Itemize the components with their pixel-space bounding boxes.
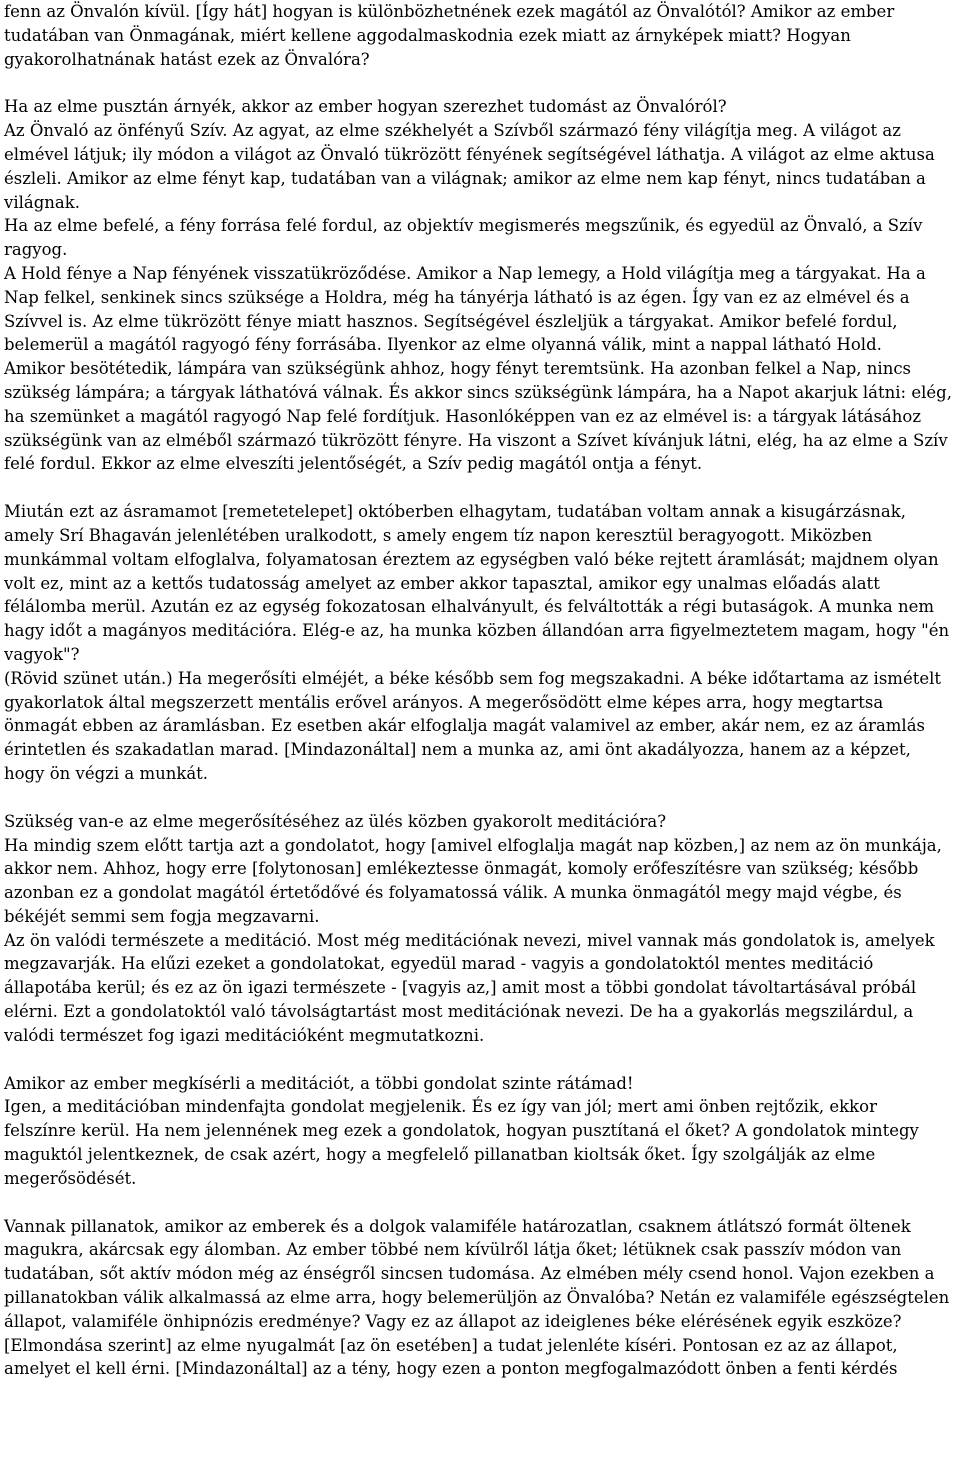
text-line: Az Önvaló az önfényű Szív. Az agyat, az elme székhelyét a Szívből származó fény világítja meg. A világot az elmével látjuk; ily módon a világot az Önvaló tükrözött fényének segítségével láthatja. A világot az elme aktusa észleli. Amikor az elme fényt kap, tudatában van a világnak; amikor az elme nem kap fényt, nincs tudatában a világnak. bbox=[4, 121, 935, 212]
paragraph-question bbox=[4, 1072, 954, 1096]
text-line: Amikor az ember megkísérli a meditációt, a többi gondolat szinte rátámad! bbox=[4, 1073, 634, 1093]
text-line: Miután ezt az ásramamot [remetetelepet] októberben elhagytam, tudatában voltam annak a kisugárzásnak, amely Srí Bhagaván jelenlétében uralkodott, s amely engem tíz napon keresztül beragyogott. Miközben munkámmal voltam elfoglalva, folyamatosan éreztem az egységben való béke rejtett áramlását; majdnem olyan volt ez, mint az a kettős tudatosság amelyet az ember akkor tapasztal, amikor egy unalmas előadás alatt félálomba merül. Azután ez az egység fokozatosan elhalványult, és felváltották a régi butaságok. A munka nem hagy időt a magányos meditációra. Elég-e az, ha munka közben állandóan arra figyelmeztetem magam, hogy "én vagyok"? bbox=[4, 502, 950, 664]
text-line: Ha az elme pusztán árnyék, akkor az ember hogyan szerezhet tudomást az Önvalóról? bbox=[4, 97, 727, 117]
text-line: fenn az Önvalón kívül. [Így hát] hogyan is különbözhetnének ezek magától az Önvalótól? Amikor az ember tudatában van Önmagának, miért kellene aggodalmaskodnia ezek miatt az árnyképek miatt? Hogyan gyakorolhatnának hatást ezek az Önvalóra? bbox=[4, 2, 895, 69]
text-line: (Rövid szünet után.) Ha megerősíti elméjét, a béke később sem fog megszakadni. A béke időtartama az ismételt gyakorlatok által megszerzett mentális erővel arányos. A megerősödött elme képes arra, hogy megtartsa önmagát ebben az áramlásban. Ez esetben akár elfoglalja magát valamivel az ember, akár nem, ez az áramlás érintetlen és szakadatlan marad. [Mindazonáltal] nem a munka az, ami önt akadályozza, hanem az a képzet, hogy ön végzi a munkát. bbox=[4, 668, 942, 783]
paragraph-gap bbox=[4, 786, 954, 810]
paragraph-question bbox=[4, 95, 954, 119]
paragraph-question bbox=[4, 500, 954, 667]
paragraph-gap bbox=[4, 71, 954, 95]
text-line: Szükség van-e az elme megerősítéséhez az ülés közben gyakorolt meditációra? bbox=[4, 811, 667, 831]
paragraph-question bbox=[4, 1215, 954, 1334]
paragraph-question bbox=[4, 810, 954, 834]
text-line: Vannak pillanatok, amikor az emberek és a dolgok valamiféle határozatlan, csaknem átlátszó formát öltenek magukra, akárcsak egy álomban. Az ember többé nem kívülről látja őket; létüknek csak passzív módon van tudatában, sőt aktív módon még az énségről sincsen tudomása. Az elmében mély csend honol. Vajon ezekben a pillanatokban válik alkalmassá az elme arra, hogy belemerüljön az Önvalóba? Netán ez valamiféle egészségtelen állapot, valamiféle önhipnózis eredménye? Vagy ez az állapot az ideiglenes béke elérésének egyik eszköze? bbox=[4, 1216, 950, 1331]
paragraph-answer bbox=[4, 357, 954, 476]
text-line: Amikor besötétedik, lámpára van szükségünk ahhoz, hogy fényt teremtsünk. Ha azonban felkel a Nap, nincs szükség lámpára; a tárgyak láthatóvá válnak. És akkor sincs szükségünk lámpára, ha a Napot akarjuk látni: elég, ha szemünket a magától ragyogó Nap felé fordítjuk. Hasonlóképpen van ez az elmével is: a tárgyak látásához szükségünk van az elméből származó tükrözött fényre. Ha viszont a Szívet kívánjuk látni, elég, ha az elme a Szív felé fordul. Ekkor az elme elveszíti jelentőségét, a Szív pedig magától ontja a fényt. bbox=[4, 359, 952, 474]
paragraph-answer bbox=[4, 262, 954, 357]
paragraph-answer bbox=[4, 1334, 954, 1382]
text-line: Ha mindig szem előtt tartja azt a gondolatot, hogy [amivel elfoglalja magát nap közben,] az nem az ön munkája, akkor nem. Ahhoz, hogy erre [folytonosan] emlékeztesse önmagát, komoly erőfeszítésre van szükség; később azonban ez a gondolat magától értetődővé és folyamatossá válik. A munka önmagától megy majd végbe, és békéjét semmi sem fogja megzavarni. bbox=[4, 835, 942, 926]
paragraph-intro bbox=[4, 0, 954, 71]
text-line: Ha az elme befelé, a fény forrása felé fordul, az objektív megismerés megszűnik, és egyedül az Önvaló, a Szív ragyog. bbox=[4, 216, 923, 260]
paragraph-answer bbox=[4, 214, 954, 262]
paragraph-answer bbox=[4, 834, 954, 929]
paragraph-answer bbox=[4, 929, 954, 1048]
paragraph-gap bbox=[4, 1048, 954, 1072]
text-line: A Hold fénye a Nap fényének visszatükröződése. Amikor a Nap lemegy, a Hold világítja meg a tárgyakat. Ha a Nap felkel, senkinek sincs szüksége a Holdra, még ha tányérja látható is az égen. Így van ez az elmével és a Szívvel is. Az elme tükrözött fénye miatt hasznos. Segítségével észleljük a tárgyakat. Amikor befelé fordul, belemerül a magától ragyogó fény forrásába. Ilyenkor az elme olyanná válik, mint a nappal látható Hold. bbox=[4, 263, 926, 355]
text-line: Az ön valódi természete a meditáció. Most még meditációnak nevezi, mivel vannak más gondolatok is, amelyek megzavarják. Ha elűzi ezeket a gondolatokat, egyedül marad - vagyis a gondolatoktól mentes meditáció állapotába kerül; és ez az ön igazi természete - [vagyis az,] amit most a többi gondolat távoltartásával próbál elérni. Ezt a gondolatoktól való távolságtartást most meditációnak nevezi. De ha a gyakorlás megszilárdul, a valódi természet fog igazi meditációként megmutatkozni. bbox=[4, 930, 935, 1045]
text-line: Igen, a meditációban mindenfajta gondolat megjelenik. És ez így van jól; mert ami önben rejtőzik, ekkor felszínre kerül. Ha nem jelennének meg ezek a gondolatok, hogyan pusztítaná el őket? A gondolatok mintegy maguktól jelentkeznek, de csak azért, hogy a megfelelő pillanatban kioltsák őket. Így szolgálják az elme megerősödését. bbox=[4, 1097, 919, 1188]
paragraph-answer bbox=[4, 667, 954, 786]
paragraph-answer bbox=[4, 1095, 954, 1190]
paragraph-answer bbox=[4, 119, 954, 214]
text-line: [Elmondása szerint] az elme nyugalmát [az ön esetében] a tudat jelenléte kíséri. Pontosan ez az az állapot, amelyet el kell érni. [Mindazonáltal] az a tény, hogy ezen a ponton megfogalmazódott önben a fenti kérdés bbox=[4, 1335, 898, 1379]
paragraph-gap bbox=[4, 1191, 954, 1215]
paragraph-gap bbox=[4, 476, 954, 500]
